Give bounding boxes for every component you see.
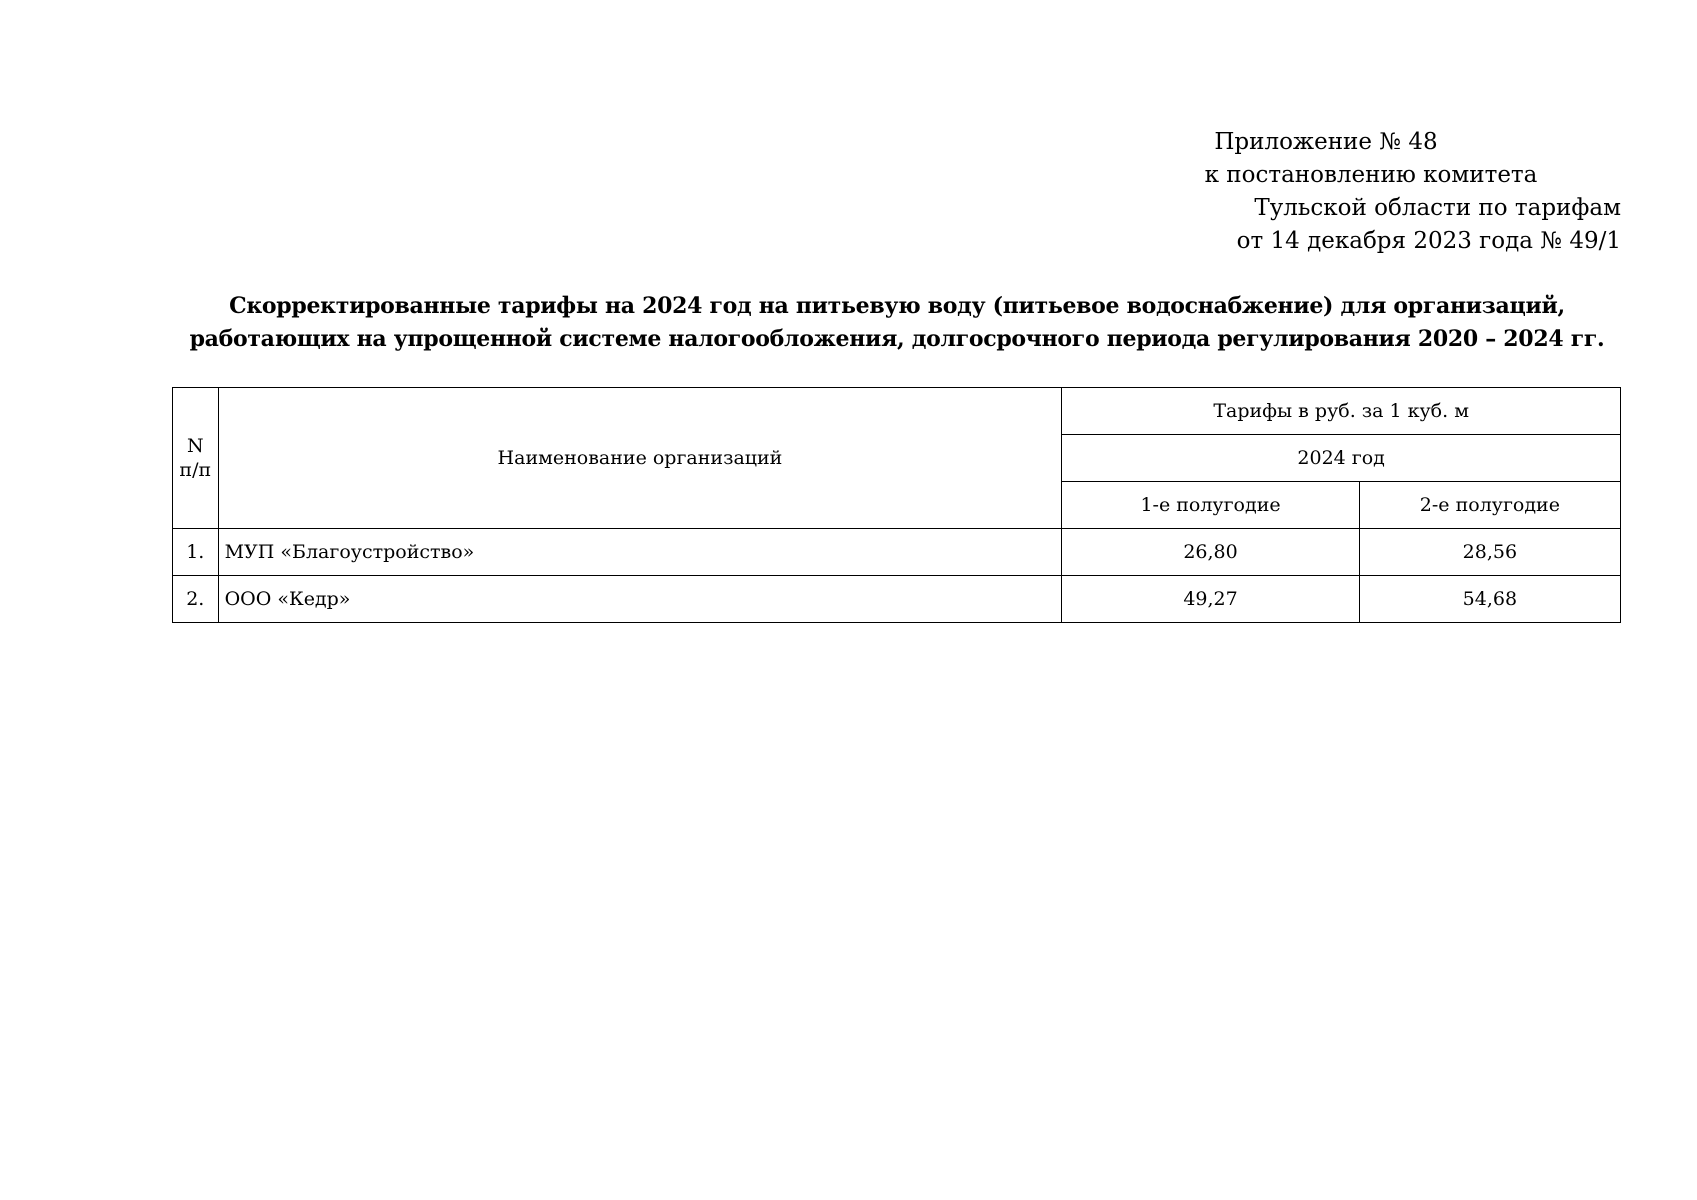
appendix-resolution: к постановлению комитета — [1204, 162, 1538, 188]
row-tariff-half2: 28,56 — [1359, 529, 1620, 576]
document-title — [172, 290, 1622, 356]
table-row — [173, 529, 1621, 576]
header-half2: 2-е полугодие — [1359, 482, 1620, 529]
appendix-number: Приложение № 48 — [1214, 129, 1438, 155]
header-number — [173, 388, 219, 529]
title-line-2: работающих на упрощенной системе налогообложения, долгосрочного периода регулирования 2020 – 2024 гг. — [189, 326, 1605, 352]
header-half1: 1-е полугодие — [1062, 482, 1359, 529]
tariffs-table — [172, 387, 1621, 623]
appendix-header — [1101, 126, 1621, 258]
row-number: 2. — [173, 576, 219, 623]
row-organization: ООО «Кедр» — [218, 576, 1062, 623]
appendix-committee: Тульской области по тарифам — [1254, 195, 1621, 221]
table-row — [173, 576, 1621, 623]
row-tariff-half2: 54,68 — [1359, 576, 1620, 623]
header-row-1 — [173, 388, 1621, 435]
row-tariff-half1: 49,27 — [1062, 576, 1359, 623]
header-number-line1: N — [186, 435, 204, 457]
row-number: 1. — [173, 529, 219, 576]
header-organization-name: Наименование организаций — [218, 388, 1062, 529]
title-line-1: Скорректированные тарифы на 2024 год на питьевую воду (питьевое водоснабжение) для организаций, — [229, 293, 1565, 319]
appendix-date: от 14 декабря 2023 года № 49/1 — [1236, 228, 1621, 254]
header-number-line2: п/п — [179, 459, 212, 481]
row-organization: МУП «Благоустройство» — [218, 529, 1062, 576]
header-year: 2024 год — [1062, 435, 1621, 482]
row-tariff-half1: 26,80 — [1062, 529, 1359, 576]
header-tariffs: Тарифы в руб. за 1 куб. м — [1062, 388, 1621, 435]
